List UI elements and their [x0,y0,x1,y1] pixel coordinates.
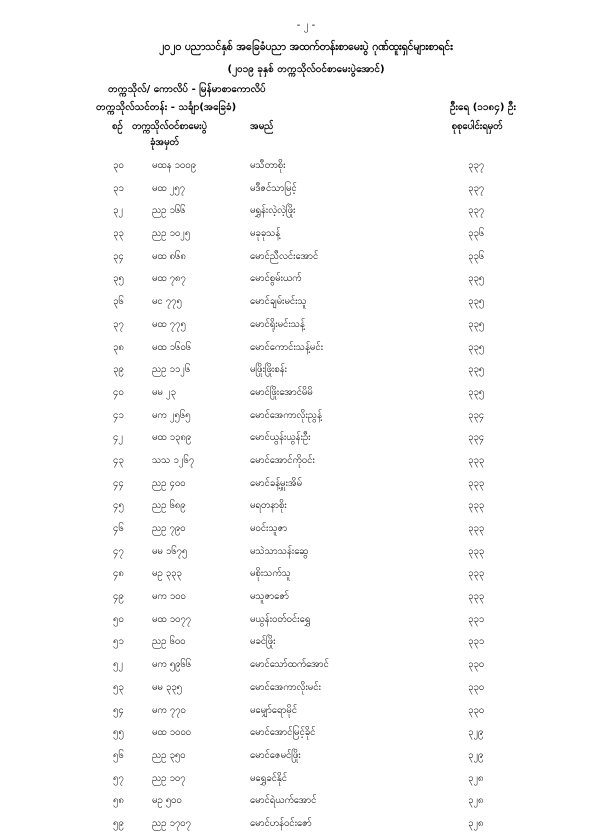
total-score: ၃၃၃ [468,568,485,580]
row-number: ၅၀ [113,613,124,625]
table-row [0,562,612,585]
table-row [0,358,612,381]
total-score: ၃၃၀ [468,704,485,716]
total-score: ၃၃၇ [468,160,485,171]
roll-number: ညဥ ၄၀၀ [152,477,186,489]
total-score: ၃၃၃ [468,523,485,534]
header-name: အမည် [250,121,274,132]
table-row [0,313,612,336]
document-title: ၂၀၂၀ ပညာသင်နှစ် အခြေခံပညာ အထက်တန်းစာမေးပွဲ ဂုဏ်ထူးရှင်များစာရင်း [159,41,453,53]
student-name: မစိုးသက်သူ [250,568,291,580]
table-row [0,585,612,608]
table-row [0,494,612,517]
total-score: ၃၃၅ [468,318,485,330]
table-row [0,789,612,812]
student-name: မောင်အေကာလိုးညွန့် [250,409,322,421]
student-name: မရွှေခင်နိုင် [250,772,288,784]
page-number: - ၂ - [296,20,316,31]
table-row [0,199,612,222]
row-number: ၄၈ [113,568,124,580]
roll-number: မမ ၂၃ [152,386,176,398]
table-header [0,120,612,154]
total-score: ၃၃၅ [468,296,485,308]
table-row [0,154,612,177]
total-score: ၃၃၃ [468,477,485,489]
student-name: မယွန်းဝတ်ဝင်းရွှေ [250,613,311,625]
student-name: မသူဇာဇော် [250,591,289,603]
roll-number: မထ ၁၀၇၇ [152,613,192,625]
student-name: မောင်ဖြိုးအောင်မိမိ [250,386,313,398]
total-score: ၃၃၆ [468,250,485,262]
row-number: ၄၉ [113,591,124,603]
roll-number: ညဥ ၁၀၇ [152,772,186,784]
roll-number: ညဥ ၃၅၀ [152,749,186,761]
roll-number: မဥ ၃၃၃ [152,568,182,580]
row-number: ၄၂ [113,432,124,444]
row-number: ၃၈ [113,341,124,353]
row-number: ၅၇ [113,772,124,784]
row-number: ၄၆ [113,523,124,534]
row-number: ၃၃ [113,228,124,240]
roll-number: ညဥ ၇၉၀ [152,523,186,534]
table-row [0,721,612,744]
total-score: ၃၂၉ [468,749,484,761]
table-row [0,630,612,653]
table-row [0,449,612,472]
roll-number: မထ ၁၃၈၉ [152,432,192,444]
total-score: ၃၃၅ [468,273,485,285]
row-number: ၅၆ [113,749,124,761]
header-score: စုစုပေါင်းရမှတ် [451,121,503,132]
student-name: မောင်ချမ်းမင်းသူ [250,296,307,308]
row-number: ၅၁ [113,636,124,648]
student-name: မဒီဇင်သာမြင့် [250,182,297,194]
roll-number: မထ ၁၀၀၀ [152,727,192,739]
table-row [0,699,612,722]
university-line: တက္ကသိုလ်/ ကောလိပ် - မြန်မာစာကောလိပ် [108,84,266,95]
student-name: မောင်ညီလင်းအောင် [250,250,319,262]
student-name: မောင်ယွန်းယွန်းဦး [250,432,311,444]
table-row [0,404,612,427]
total-score: ၃၂၈ [468,817,484,829]
course-name: တက္ကသိုလ်သင်တန်း - သင်္ချာ(အခြေခံ) [96,102,237,113]
roll-number: မမ ၃၃၅ [152,681,182,693]
student-name: မောင်ခန့်မှူးအိမ် [250,477,303,489]
roll-number: ညဥ ၁၁၂၆ [152,364,191,376]
total-score: ၃၃၁ [468,636,485,648]
row-number: ၅၂ [113,659,124,671]
roll-number: မင ၇၇၅ [152,296,182,308]
roll-number: မထ ၇၈၇ [152,273,186,285]
header-no: စဉ် [112,121,123,132]
document-subtitle: (၂၀၁၉ ခုနှစ် တက္ကသိုလ်ဝင်စာမေးပွဲအောင်) [227,64,385,75]
roll-number: ညဥ ၁၀၂၅ [152,228,191,240]
roll-number: မထ ၇၇၅ [152,318,186,330]
student-name: မောင်ရိုးမင်းသန့် [250,318,305,330]
total-score: ၃၂၉ [468,727,484,739]
total-score: ၃၃၁ [468,613,485,625]
student-name: မောင်အောင်မြင့်ခိုင် [250,727,316,739]
roll-number: မက ၂၅၆၅ [152,409,191,421]
student-name: မရတနာစိုး [250,500,287,512]
roll-number: မဥ ၅၀၀ [152,795,182,807]
table-row [0,676,612,699]
row-number: ၃၅ [113,273,124,285]
total-score: ၃၃၃ [468,591,485,603]
table-row [0,608,612,631]
table-row [0,472,612,495]
student-name: မောင်စွမ်းယက် [250,273,302,285]
roll-number: ညဥ ၆၈၉ [152,500,186,512]
row-number: ၅၈ [113,795,124,807]
total-score: ၃၃၄ [468,409,485,421]
table-row [0,245,612,268]
roll-number: ညဥ ၁၇၀၇ [152,817,191,829]
table-row [0,222,612,245]
roll-number: မထ ၈၆၈ [152,250,186,262]
roll-number: မမ ၁၆၇၅ [152,545,188,557]
total-score: ၃၂၈ [468,772,484,784]
student-name: မဖြိုးဖြိုးစန်း [250,364,287,376]
total-score: ၃၃၀ [468,659,485,671]
results-table [0,154,612,835]
total-score: ၃၃၆ [468,228,485,240]
row-number: ၄၁ [113,409,124,421]
row-number: ၅၉ [113,817,124,829]
total-count: ဦးရေ (၁၁၈၄) ဦး [449,102,516,113]
total-score: ၃၃၅ [468,364,485,376]
student-name: မမျှော်ရောမိုင် [250,704,298,716]
total-score: ၃၃၄ [468,432,485,444]
student-name: မောင်သော်ထက်အောင် [250,659,329,671]
row-number: ၃၄ [113,250,124,262]
student-name: မောင်ရဲယက်အောင် [250,795,317,807]
roll-number: မက ၅၉၆၆ [152,659,192,671]
student-name: မသဲသာသန်းဆွေ [250,545,309,557]
total-score: ၃၂၈ [468,795,484,807]
table-row [0,177,612,200]
total-score: ၃၃၃ [468,500,485,512]
student-name: မောင်ဟန်ဝင်းဇော် [250,817,312,829]
table-row [0,540,612,563]
table-row [0,653,612,676]
roll-number: မက ၇၇၀ [152,704,186,716]
table-row [0,426,612,449]
table-row [0,767,612,790]
table-row [0,517,612,540]
table-row [0,381,612,404]
row-number: ၄၇ [113,545,124,557]
row-number: ၃၆ [113,296,124,308]
total-score: ၃၃၅ [468,386,485,398]
roll-number: မထ ၂၅၇ [152,182,185,194]
row-number: ၃၉ [113,364,124,376]
student-name: မဝင်းသူဇာ [250,523,288,534]
row-number: ၅၄ [113,704,124,716]
roll-number: ညဥ ၆၀၀ [152,636,186,648]
row-number: ၃၀ [113,160,124,171]
student-name: မောင်ဇေမင်ဖြိုး [250,749,301,761]
roll-number: သသ ၁၂၆၇ [152,454,195,466]
row-number: ၃၂ [113,205,124,217]
row-number: ၄၀ [113,386,124,398]
student-name: မောင်အောင်ကိုဝင်း [250,454,315,466]
row-number: ၄၄ [113,477,124,489]
student-name: မခုခုသန့် [250,228,281,240]
roll-number: ညဥ ၁၆၆ [152,205,186,217]
header-roll-number: ခုံအမှတ် [150,137,179,148]
total-score: ၃၃၀ [468,681,485,693]
student-name: မောင်ကောင်းသန့်မင်း [250,341,324,353]
total-score: ၃၃၃ [468,545,485,557]
total-score: ၃၃၅ [468,341,485,353]
table-row [0,336,612,359]
table-row [0,744,612,767]
row-number: ၄၅ [113,500,124,512]
student-name: မရွှန်းလဲ့လဲ့ဖြိုး [250,205,296,217]
row-number: ၅၃ [113,681,124,693]
table-row [0,290,612,313]
row-number: ၃၁ [113,182,124,194]
total-score: ၃၃၇ [468,182,485,194]
total-score: ၃၃၃ [468,454,485,466]
row-number: ၅၅ [113,727,124,739]
row-number: ၃၇ [113,318,124,330]
student-name: မခင်ဖြိုး [250,636,276,648]
table-row [0,267,612,290]
roll-number: မထ ၁၆၀၆ [152,341,192,353]
total-score: ၃၃၇ [468,205,485,217]
student-name: မောင်အေကာလိုးမင်း [250,681,321,693]
roll-number: မက ၁၀၀ [152,591,186,603]
student-name: မသီတာစိုး [250,160,286,171]
row-number: ၄၃ [113,454,124,466]
header-roll: တက္ကသိုလ်ဝင်စာမေးပွဲ [132,121,207,132]
roll-number: မထန ၁၀၀၉ [152,160,196,171]
table-row [0,812,612,835]
